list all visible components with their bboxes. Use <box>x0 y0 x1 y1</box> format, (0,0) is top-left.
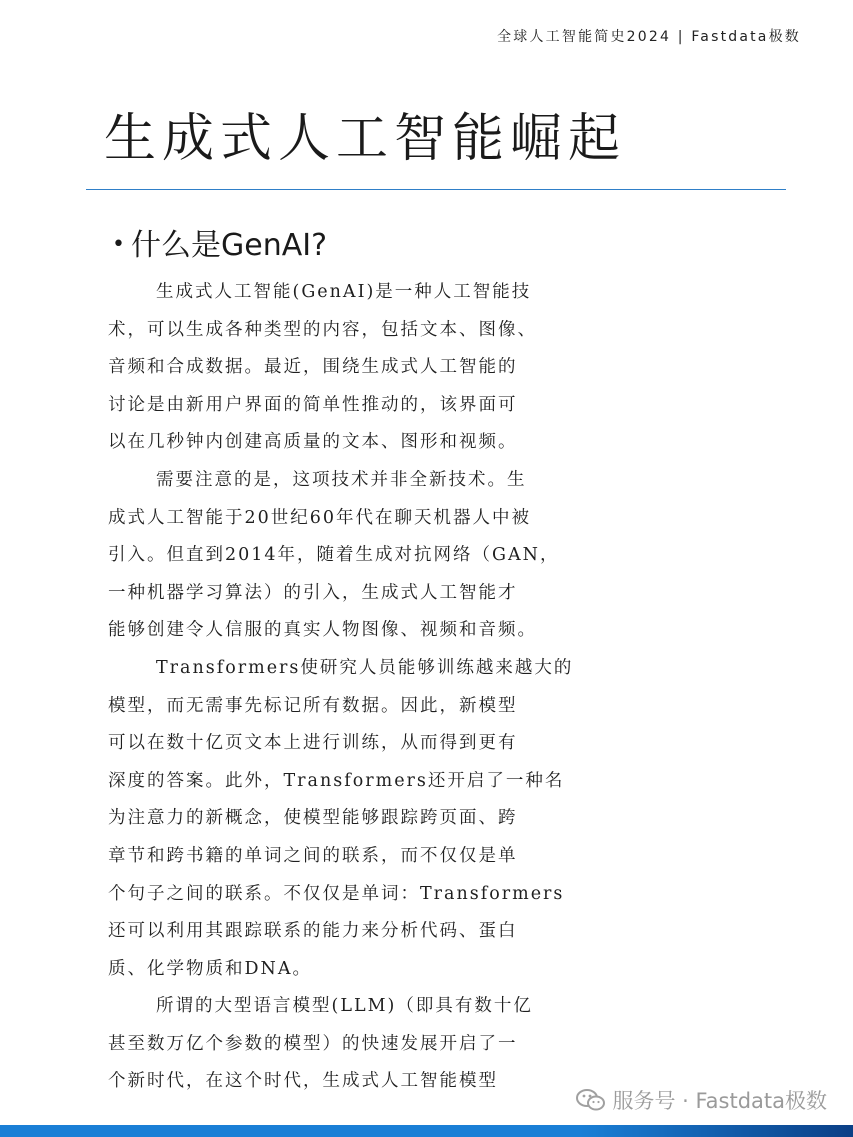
section-heading <box>112 220 327 264</box>
paragraph-line: 生成式人工智能(GenAI)是一种人工智能技 <box>156 282 532 302</box>
bullet-icon: • <box>112 232 125 257</box>
paragraph-line: 模型，而无需事先标记所有数据。因此，新模型 <box>108 695 518 716</box>
paragraph-line: 章节和跨书籍的单词之间的联系，而不仅仅是单 <box>108 845 518 866</box>
paragraph-line: 可以在数十亿页文本上进行训练，从而得到更有 <box>108 733 518 754</box>
paragraph-line: 甚至数万亿个参数的模型）的快速发展开启了一 <box>108 1033 518 1054</box>
paragraph-line: 个新时代，在这个时代，生成式人工智能模型 <box>108 1071 498 1092</box>
article-body <box>108 274 586 1101</box>
title-divider <box>86 189 786 190</box>
paragraph-line: 需要注意的是，这项技术并非全新技术。生 <box>156 469 527 490</box>
paragraph-line: 讨论是由新用户界面的简单性推动的，该界面可 <box>108 394 518 415</box>
paragraph-line: 音频和合成数据。最近，围绕生成式人工智能的 <box>108 357 518 378</box>
paragraph-line: 术，可以生成各种类型的内容，包括文本、图像、 <box>108 319 537 340</box>
running-header: 全球人工智能简史2024 | Fastdata极数 <box>497 29 801 45</box>
paragraph-line: 成式人工智能于20世纪60年代在聊天机器人中被 <box>108 507 532 528</box>
watermark-text: 服务号 · Fastdata极数 <box>612 1089 827 1113</box>
section-heading-text: 什么是GenAI? <box>130 228 327 263</box>
paragraph-line: 以在几秒钟内创建高质量的文本、图形和视频。 <box>108 432 518 453</box>
paragraph-line: 一种机器学习算法）的引入，生成式人工智能才 <box>108 582 518 603</box>
paragraph-line: 深度的答案。此外，Transformers还开启了一种名 <box>108 770 565 791</box>
paragraph-line: 质、化学物质和DNA。 <box>108 958 312 979</box>
paragraph-line: 为注意力的新概念，使模型能够跟踪跨页面、跨 <box>108 808 518 829</box>
bottom-color-band <box>0 1125 853 1137</box>
watermark <box>576 1085 827 1115</box>
page-title: 生成式人工智能崛起 <box>104 109 627 169</box>
paragraph-line: 还可以利用其跟踪联系的能力来分析代码、蛋白 <box>108 921 518 942</box>
paragraph-line: Transformers使研究人员能够训练越来越大的 <box>156 657 574 678</box>
paragraph-line: 能够创建令人信服的真实人物图像、视频和音频。 <box>108 620 537 641</box>
paragraph-line: 所谓的大型语言模型(LLM)（即具有数十亿 <box>156 996 533 1017</box>
paragraph-line: 引入。但直到2014年，随着生成对抗网络（GAN， <box>108 545 560 566</box>
wechat-icon <box>576 1088 606 1112</box>
paragraph-line: 个句子之间的联系。不仅仅是单词：Transformers <box>108 883 565 904</box>
